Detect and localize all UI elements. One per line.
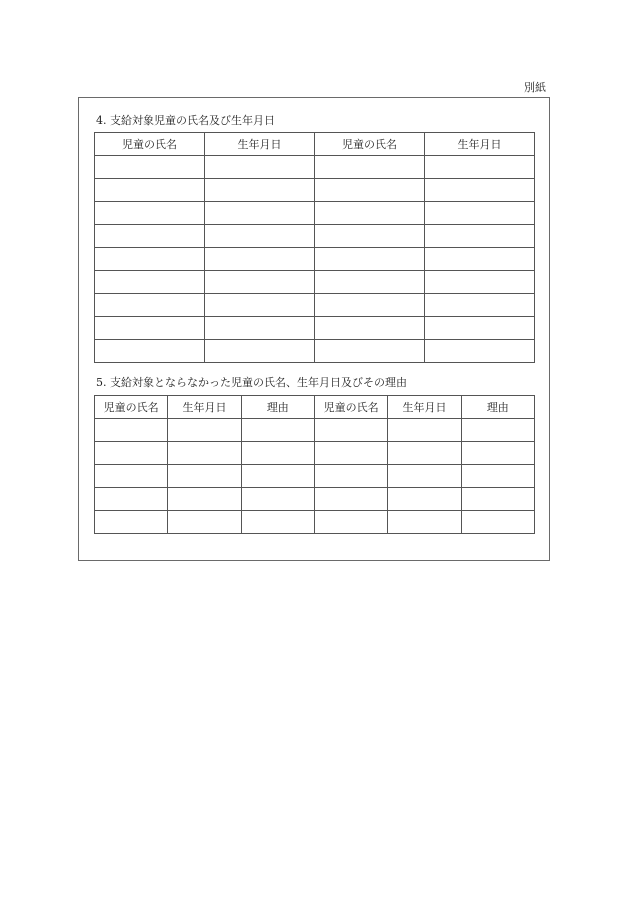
table-row xyxy=(95,419,535,442)
table-cell[interactable] xyxy=(425,294,535,317)
table-row xyxy=(95,488,535,511)
table-row xyxy=(95,294,535,317)
table-cell[interactable] xyxy=(95,179,205,202)
header-birth-date: 生年月日 xyxy=(388,396,461,419)
table-cell[interactable] xyxy=(461,511,534,534)
table-cell[interactable] xyxy=(205,317,315,340)
table-cell[interactable] xyxy=(168,419,241,442)
table-cell[interactable] xyxy=(205,294,315,317)
table-cell[interactable] xyxy=(315,271,425,294)
table-cell[interactable] xyxy=(315,340,425,363)
table-cell[interactable] xyxy=(425,179,535,202)
table-cell[interactable] xyxy=(168,488,241,511)
table-row xyxy=(95,179,535,202)
table-cell[interactable] xyxy=(315,156,425,179)
table-cell[interactable] xyxy=(315,225,425,248)
table-header-row xyxy=(95,133,535,156)
table-cell[interactable] xyxy=(205,225,315,248)
table-row xyxy=(95,248,535,271)
header-reason: 理由 xyxy=(241,396,314,419)
header-reason: 理由 xyxy=(461,396,534,419)
table-cell[interactable] xyxy=(205,179,315,202)
table-cell[interactable] xyxy=(95,511,168,534)
table-cell[interactable] xyxy=(425,271,535,294)
table-cell[interactable] xyxy=(388,419,461,442)
table-header-row xyxy=(95,396,535,419)
table-cell[interactable] xyxy=(315,317,425,340)
table-cell[interactable] xyxy=(205,248,315,271)
table-cell[interactable] xyxy=(314,511,387,534)
table-cell[interactable] xyxy=(95,156,205,179)
children-eligible-table xyxy=(94,132,535,363)
table-row xyxy=(95,511,535,534)
header-child-name: 児童の氏名 xyxy=(95,396,168,419)
table-cell[interactable] xyxy=(388,511,461,534)
table-cell[interactable] xyxy=(425,248,535,271)
table-cell[interactable] xyxy=(315,248,425,271)
table-cell[interactable] xyxy=(95,340,205,363)
table-row xyxy=(95,317,535,340)
table-cell[interactable] xyxy=(241,465,314,488)
table-cell[interactable] xyxy=(95,294,205,317)
table-cell[interactable] xyxy=(461,488,534,511)
section5-title: 5. 支給対象とならなかった児童の氏名、生年月日及びその理由 xyxy=(96,376,407,389)
table-cell[interactable] xyxy=(314,442,387,465)
table-cell[interactable] xyxy=(95,419,168,442)
table-row xyxy=(95,202,535,225)
section4-title: 4. 支給対象児童の氏名及び生年月日 xyxy=(96,114,275,127)
table-cell[interactable] xyxy=(95,465,168,488)
table-cell[interactable] xyxy=(425,340,535,363)
table-cell[interactable] xyxy=(388,442,461,465)
table-cell[interactable] xyxy=(314,488,387,511)
table-row xyxy=(95,340,535,363)
table-cell[interactable] xyxy=(314,465,387,488)
table-cell[interactable] xyxy=(241,442,314,465)
table-cell[interactable] xyxy=(205,340,315,363)
table-cell[interactable] xyxy=(95,225,205,248)
table-cell[interactable] xyxy=(425,317,535,340)
header-birth-date: 生年月日 xyxy=(425,133,535,156)
table-row xyxy=(95,465,535,488)
table-cell[interactable] xyxy=(95,442,168,465)
table-cell[interactable] xyxy=(315,179,425,202)
table-cell[interactable] xyxy=(388,488,461,511)
table-cell[interactable] xyxy=(314,419,387,442)
table-cell[interactable] xyxy=(205,156,315,179)
table-cell[interactable] xyxy=(95,271,205,294)
table-cell[interactable] xyxy=(315,202,425,225)
table-cell[interactable] xyxy=(461,442,534,465)
header-birth-date: 生年月日 xyxy=(205,133,315,156)
header-child-name: 児童の氏名 xyxy=(314,396,387,419)
table-cell[interactable] xyxy=(425,225,535,248)
table-cell[interactable] xyxy=(241,488,314,511)
header-child-name: 児童の氏名 xyxy=(315,133,425,156)
table-cell[interactable] xyxy=(168,511,241,534)
table-cell[interactable] xyxy=(95,317,205,340)
table-cell[interactable] xyxy=(205,271,315,294)
header-child-name: 児童の氏名 xyxy=(95,133,205,156)
table-row xyxy=(95,271,535,294)
table-cell[interactable] xyxy=(461,465,534,488)
table-cell[interactable] xyxy=(388,465,461,488)
header-birth-date: 生年月日 xyxy=(168,396,241,419)
table-cell[interactable] xyxy=(425,156,535,179)
table-cell[interactable] xyxy=(95,202,205,225)
table-cell[interactable] xyxy=(95,248,205,271)
table-cell[interactable] xyxy=(95,488,168,511)
table-cell[interactable] xyxy=(205,202,315,225)
table-cell[interactable] xyxy=(241,511,314,534)
children-ineligible-table xyxy=(94,395,535,534)
table-cell[interactable] xyxy=(168,442,241,465)
table-cell[interactable] xyxy=(241,419,314,442)
table-cell[interactable] xyxy=(425,202,535,225)
attachment-label: 別紙 xyxy=(524,81,546,94)
table-cell[interactable] xyxy=(461,419,534,442)
table-cell[interactable] xyxy=(168,465,241,488)
table-row xyxy=(95,156,535,179)
table-row xyxy=(95,442,535,465)
table-row xyxy=(95,225,535,248)
table-cell[interactable] xyxy=(315,294,425,317)
